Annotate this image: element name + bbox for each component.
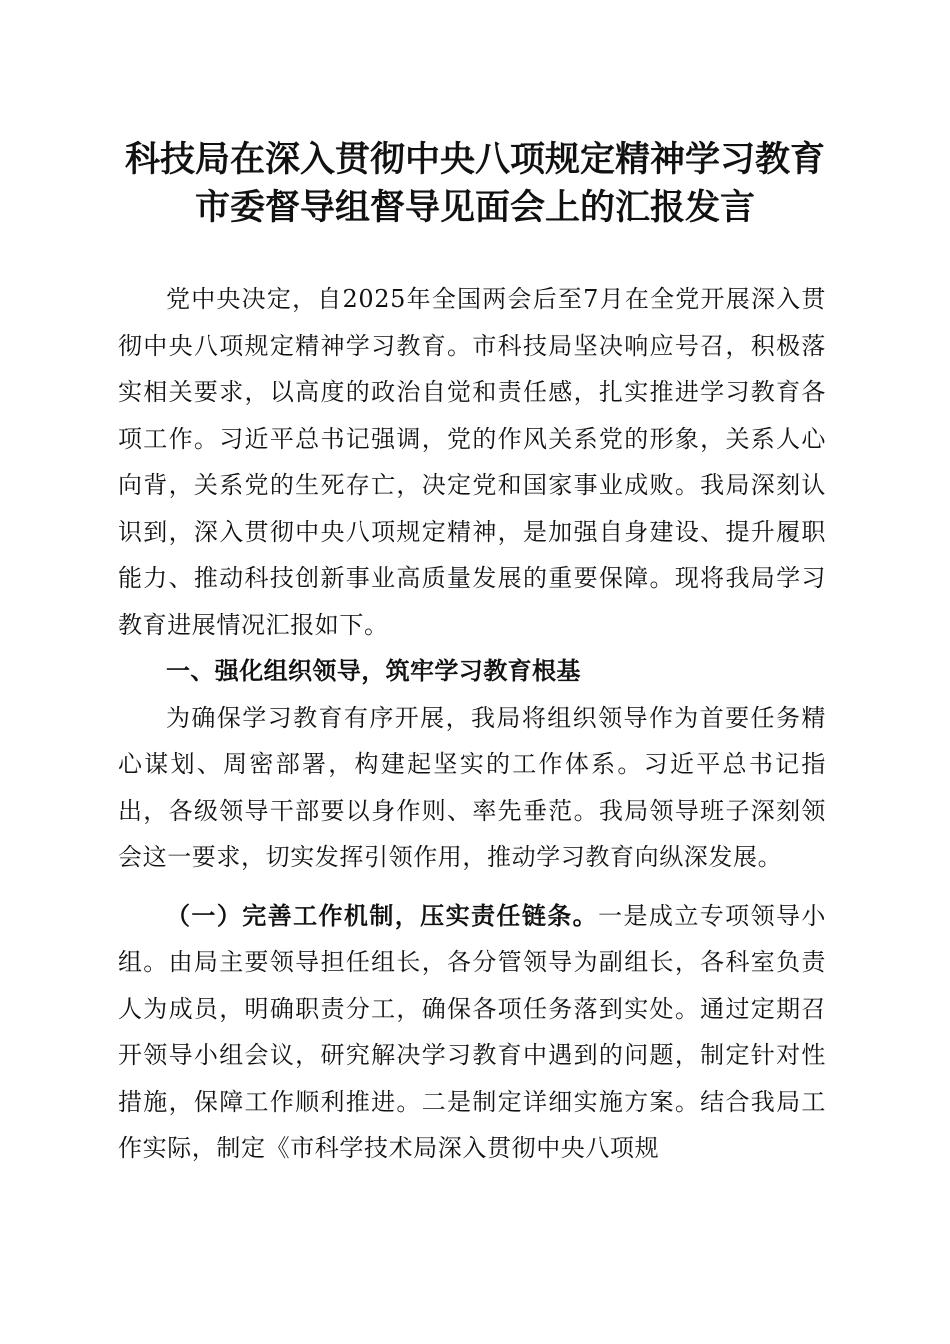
section-1-heading: 一、强化组织领导，筑牢学习教育根基 — [166, 657, 581, 685]
section-1-paragraph: 为确保学习教育有序开展，我局将组织领导作为首要任务精心谋划、周密部署，构建起坚实的工作体系。习近平总书记指出，各级领导干部要以身作则、率先垂范。我局领导班子深刻领会这一要求，切实发挥引领作用，推动学习教育向纵深发展。 — [118, 703, 826, 871]
paragraph-gap — [118, 881, 826, 893]
document-title-line-1: 科技局在深入贯彻中央八项规定精神学习教育 — [124, 139, 825, 180]
subsection-1-body: 一是成立专项领导小组。由局主要领导担任组长，各分管领导为副组长，各科室负责人为成员，明确职责分工，确保各项任务落到实处。通过定期召开领导小组会议，研究解决学习教育中遇到的问题，制定针对性措施，保障工作顺利推进。二是制定详细实施方案。结合我局工作实际，制定《市科学技术局深入贯彻中央八项规 — [118, 901, 827, 1162]
subsection-1-paragraph — [118, 893, 826, 1172]
subsection-1-heading: （一）完善工作机制，压实责任链条。 — [166, 900, 599, 930]
document-title-line-2: 市委督导组督导见面会上的汇报发言 — [194, 187, 755, 228]
document-body — [118, 276, 826, 1172]
intro-paragraph: 党中央决定，自2025年全国两会后至7月在全党开展深入贯彻中央八项规定精神学习教育。市科技局坚决响应号召，积极落实相关要求，以高度的政治自觉和责任感，扎实推进学习教育各项工作。习近平总书记强调，党的作风关系党的形象，关系人心向背，关系党的生死存亡，决定党和国家事业成败。我局深刻认识到，深入贯彻中央八项规定精神，是加强自身建设、提升履职能力、推动科技创新事业高质量发展的重要保障。现将我局学习教育进展情况汇报如下。 — [118, 285, 826, 639]
